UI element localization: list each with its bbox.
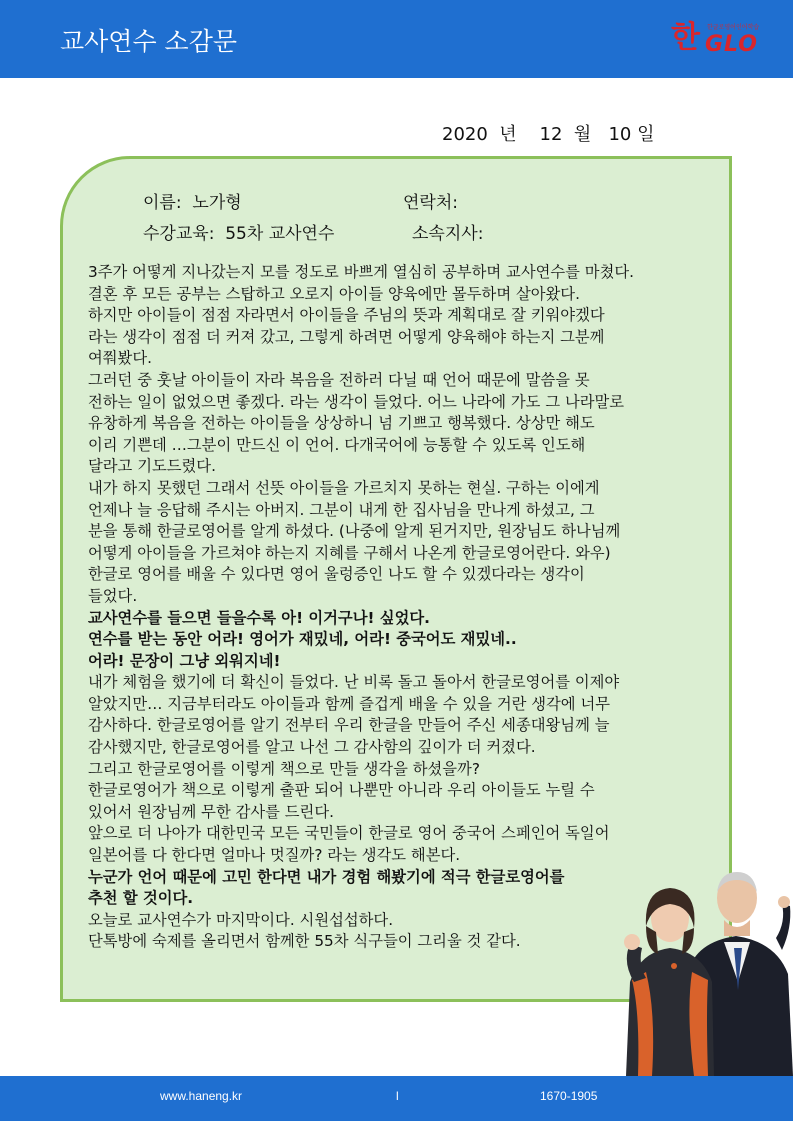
essay-line: 어라! 문장이 그냥 외워지네! [88, 651, 281, 670]
essay-line: 분을 통해 한글로영어를 알게 하셨다. (나중에 알게 된거지만, 원장님도 하나님께 [88, 522, 621, 541]
logo-subtitle: 한글로영어인어학습 [707, 24, 760, 31]
contact-label: 연락처: [403, 193, 458, 213]
date-year-unit: 년 [499, 124, 517, 145]
contact-field [403, 188, 458, 213]
essay-line: 결혼 후 모든 공부는 스탑하고 오로지 아이들 양육에만 몰두하며 살아왔다. [88, 284, 580, 303]
essay-line: 일본어를 다 한다면 얼마나 멋질까? 라는 생각도 해본다. [88, 846, 461, 865]
name-label: 이름: [143, 193, 182, 213]
footer-website[interactable]: www.haneng.kr [160, 1089, 243, 1103]
essay-line: 누군가 언어 때문에 고민 한다면 내가 경험 해봤기에 적극 한글로영어를 [88, 867, 565, 886]
essay-line: 단톡방에 숙제를 올리면서 함께한 55차 식구들이 그리울 것 같다. [88, 932, 521, 951]
course-label: 수강교육: [143, 224, 215, 244]
essay-line: 언제나 늘 응답해 주시는 아버지. 그분이 내게 한 집사님을 만나게 하셨고, 그 [88, 500, 595, 519]
date-day: 10 [608, 124, 632, 145]
essay-line: 그러던 중 훗날 아이들이 자라 복음을 전하러 다닐 때 언어 때문에 말씀을 못 [88, 370, 590, 389]
essay-line: 앞으로 더 나아가 대한민국 모든 국민들이 한글로 영어 중국어 스페인어 독일어 [88, 824, 610, 843]
essay-line: 3주가 어떻게 지나갔는지 모를 정도로 바쁘게 열심히 공부하며 교사연수를 마쳤다. [88, 263, 634, 281]
essay-line: 달라고 기도드렸다. [88, 457, 216, 476]
page-footer [0, 1076, 793, 1121]
essay-line: 들었다. [88, 586, 138, 605]
essay-line: 추천 할 것이다. [88, 889, 194, 908]
essay-line: 유창하게 복음을 전하는 아이들을 상상하니 넘 기쁘고 행복했다. 상상만 해도 [88, 414, 595, 433]
essay-line: 어떻게 아이들을 가르쳐야 하는지 지혜를 구해서 나온게 한글로영어란다. 와우) [88, 543, 611, 562]
essay-line: 전하는 일이 없었으면 좋겠다. 라는 생각이 들었다. 어느 나라에 가도 그 나라말로 [88, 392, 625, 411]
logo-text: GLO [705, 32, 758, 57]
logo-mark: 한 [671, 20, 700, 55]
date-month: 12 [539, 124, 563, 145]
document-date [442, 120, 655, 146]
course-field [143, 219, 334, 244]
essay-line: 내가 하지 못했던 그래서 선뜻 아이들을 가르치지 못하는 현실. 구하는 이에게 [88, 478, 600, 497]
name-field [143, 188, 242, 213]
essay-line: 감사하다. 한글로영어를 알기 전부터 우리 한글을 만들어 주신 세종대왕님께 늘 [88, 716, 610, 735]
date-day-unit: 일 [637, 124, 655, 145]
essay-line: 감사했지만, 한글로영어를 알고 나선 그 감사함의 깊이가 더 커졌다. [88, 738, 536, 757]
essay-line: 하지만 아이들이 점점 자라면서 아이들을 주님의 뜻과 계획대로 잘 키워야겠다 [88, 306, 605, 325]
footer-phone: 1670-1905 [540, 1089, 598, 1103]
essay-body [88, 262, 718, 953]
essay-line: 한글로영어가 책으로 이렇게 출판 되어 나뿐만 아니라 우리 아이들도 누릴 수 [88, 781, 595, 800]
branch-label: 소속지사: [412, 224, 484, 244]
page-title: 교사연수 소감문 [60, 27, 237, 56]
essay-line: 라는 생각이 점점 더 커져 갔고, 그렇게 하려면 어떻게 양육해야 하는지 그분께 [88, 327, 605, 346]
essay-line: 여쭤봤다. [88, 349, 152, 368]
name-value: 노가형 [192, 193, 242, 213]
date-month-unit: 월 [573, 124, 592, 145]
date-year: 2020 [442, 124, 488, 145]
essay-line: 이리 기쁜데 …그분이 만드신 이 언어. 다개국어에 능통할 수 있도록 인도해 [88, 435, 586, 454]
teachers-photo [616, 862, 793, 1076]
branch-field [412, 219, 483, 244]
essay-line: 연수를 받는 동안 어라! 영어가 재밌네, 어라! 중국어도 재밌네.. [88, 630, 517, 649]
essay-line: 오늘로 교사연수가 마지막이다. 시원섭섭하다. [88, 910, 394, 929]
essay-line: 한글로 영어를 배울 수 있다면 영어 울렁증인 나도 할 수 있겠다라는 생각이 [88, 565, 585, 584]
footer-separator: l [396, 1089, 399, 1103]
page-header [0, 0, 793, 78]
essay-line: 그리고 한글로영어를 이렇게 책으로 만들 생각을 하셨을까? [88, 759, 480, 778]
brand-logo [671, 18, 773, 62]
essay-line: 교사연수를 들으면 들을수록 아! 이거구나! 싶었다. [88, 608, 430, 627]
essay-line: 있어서 원장님께 무한 감사를 드린다. [88, 802, 334, 821]
course-value: 55차 교사연수 [225, 224, 335, 244]
essay-line: 내가 체험을 했기에 더 확신이 들었다. 난 비록 돌고 돌아서 한글로영어를 이제야 [88, 673, 620, 692]
essay-line: 알았지만… 지금부터라도 아이들과 함께 즐겁게 배울 수 있을 거란 생각에 너무 [88, 694, 611, 713]
